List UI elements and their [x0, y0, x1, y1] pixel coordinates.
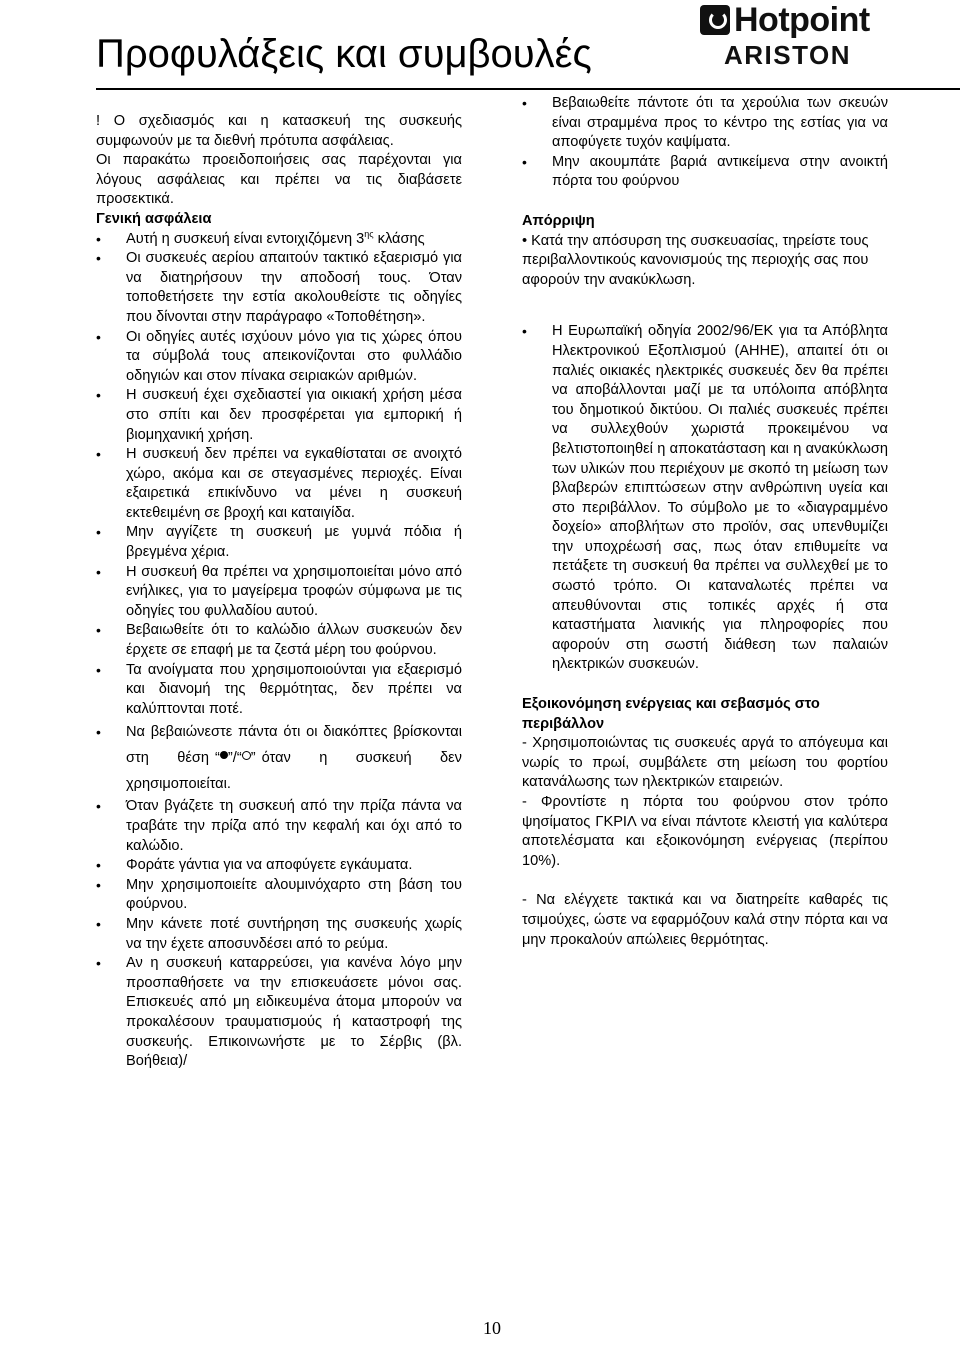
- energy-paragraph: - Φροντίστε η πόρτα του φούρνου στον τρόπο ψησίματος ΓΚΡΙΛ να είναι πάντοτε κλειστή για καλύτερα αποτελέσματα και εξοικονόμηση ενέργειας (περίπου 10%).: [522, 794, 888, 869]
- list-item: • Μην αγγίζετε τη συσκευή με γυμνά πόδια ή βρεγμένα χέρια.: [96, 523, 462, 562]
- list-item: • Η συσκευή δεν πρέπει να εγκαθίσταται σε ανοιχτό χώρο, ακόμα και σε στεγασμένες περιοχές. Είναι εξαιρετικά επικίνδυνο να μένει η συσκευή εκτεθειμένη σε βροχή και καταιγίδα.: [96, 445, 462, 523]
- intro-paragraph: ! Ο σχεδιασμός και η κατασκευή της συσκευής συμφωνούν με τα διεθνή πρότυπα ασφάλειας.: [96, 113, 462, 149]
- list-item-weee: • Η Ευρωπαϊκή οδηγία 2002/96/ΕΚ για τα Απόβλητα Ηλεκτρονικού Εξοπλισμού (ΑΗΗΕ), απαιτεί ότι οι παλιές οικιακές ηλεκτρικές συσκευές δεν θα πρέπει να αποβάλλονται μαζί με τα υπόλοιπα απόβλητα του δημοτικού δικτύου. Οι παλιές συσκευές πρέπει να συλλεχθούν χωριστά προκειμένου να βελτιστοποιηθεί η αποκατάσταση και η ανακύκλωση των υλικών που περιέχουν με σκοπό τη μείωση των βλαβερών επιπτώσεων στην ανθρώπινη υγεία και στο περιβάλλον. Το σύμβολο με το «διαγραμμένο δοχείο» αποβλήτων στο προϊόν, σας υπενθυμίζει την υποχρέωσή σας, πως όταν επιθυμείτε να πετάξετε τη συσκευή θα πρέπει να συλλεχθεί με το σωστό τρόπο. Οι καταναλωτές πρέπει να απευθύνονται στις τοπικές αρχές ή στα καταστήματα λιανικής για πληροφορίες που αφορούν στη σωστή διάθεση των παλαιών ηλεκτρικών συσκευών.: [522, 322, 888, 675]
- list-item: • Όταν βγάζετε τη συσκευή από την πρίζα πάντα να τραβάτε την πρίζα από την κεφαλή και όχι από το καλώδιο.: [96, 797, 462, 856]
- list-item: • Μην ακουμπάτε βαριά αντικείμενα στην ανοικτή πόρτα του φούρνου: [522, 153, 888, 192]
- weee-list: [522, 322, 888, 675]
- safety-list: [96, 230, 462, 1072]
- left-column: [96, 112, 462, 1072]
- section-heading-general-safety: Γενική ασφάλεια: [96, 210, 212, 227]
- page-number: 10: [483, 1318, 501, 1338]
- section-heading-disposal: Απόρριψη: [522, 212, 595, 229]
- list-item: • Τα ανοίγματα που χρησιμοποιούνται για εξαερισμό και διανομή της θερμότητας, δεν πρέπει να καλύπτονται ποτέ.: [96, 661, 462, 720]
- logo-brand-text: Hotpoint: [734, 1, 870, 39]
- safety-list-continued: [522, 94, 888, 192]
- hotpoint-logo-icon: [700, 5, 730, 35]
- section-heading-energy: Εξοικονόμηση ενέργειας και σεβασμός στο περιβάλλον: [522, 696, 820, 732]
- list-item: • Μην χρησιμοποιείτε αλουμινόχαρτο στη βάση του φούρνου.: [96, 876, 462, 915]
- list-item: • Οι συσκευές αερίου απαιτούν τακτικό εξαερισμό για να διατηρήσουν την αποδοσή τους. Όταν τοποθετήσετε την εστία ακολουθείστε τις οδηγίες που δίνονται στην παράγραφο «Τοποθέτηση».: [96, 249, 462, 327]
- knob-position-symbol: “ ”/“ ”: [215, 750, 256, 767]
- list-item: • Μην κάνετε ποτέ συντήρηση της συσκευής χωρίς να την έχετε αποσυνδέσει από το ρεύμα.: [96, 915, 462, 954]
- header-rule: [96, 88, 960, 90]
- list-item: • Αν η συσκευή καταρρεύσει, για κανένα λόγο μην προσπαθήσετε να την επισκευάσετε μόνοι σας. Επισκευές από μη ειδικευμένα άτομα μπορούν να προκαλέσουν τραυματισμούς ή καταστροφή της συσκευής. Επικοινωνήστε με το Σέρβις (βλ. Βοήθεια)/: [96, 954, 462, 1072]
- list-item: • Οι οδηγίες αυτές ισχύουν μόνο για τις χώρες όπου τα σύμβολά τους απεικονίζονται στο φυλλάδιο οδηγιών και στον πίνακα σειριακών αριθμών.: [96, 328, 462, 387]
- list-item: • Βεβαιωθείτε ότι το καλώδιο άλλων συσκευών δεν έρχετε σε επαφή με τα ζεστά μέρη του φούρνου.: [96, 621, 462, 660]
- energy-paragraph: - Να ελέγχετε τακτικά και να διατηρείτε καθαρές τις τσιμούχες, ώστε να εφαρμόζουν καλά στην πόρτα και να μην προκαλούν απώλειες θερμότητας.: [522, 892, 888, 948]
- right-column: [522, 94, 888, 950]
- list-item-knob-position: • Να βεβαιώνεστε πάντα ότι οι διακόπτες βρίσκονται στη θέση “ ”/“ ” όταν η συσκευή δεν χρησιμοποιείται.: [96, 719, 462, 797]
- list-item: • Βεβαιωθείτε πάντοτε ότι τα χερούλια των σκευών είναι στραμμένα προς το κέντρο της εστίας για να αποφύγετε τυχόν καψίματα.: [522, 94, 888, 153]
- brand-logo: [700, 0, 940, 80]
- empty-circle-icon: [242, 751, 251, 760]
- list-item: • Αυτή η συσκευή είναι εντοιχιζόμενη $3^{\eta\varsigma}$ κλάσης: [96, 230, 462, 250]
- list-item: • Η συσκευή έχει σχεδιαστεί για οικιακή χρήση μέσα στο σπίτι και δεν προσφέρεται για εμπορική ή βιομηχανική χρήση.: [96, 386, 462, 445]
- logo-sub-text: ARISTON: [724, 40, 852, 70]
- intro-paragraph: Οι παρακάτω προειδοποιήσεις σας παρέχονται για λόγους ασφάλειας και πρέπει να τις διαβάσετε προσεκτικά.: [96, 152, 462, 208]
- list-item: • Η συσκευή θα πρέπει να χρησιμοποιείται μόνο από ενήλικες, για το μαγείρεμα τροφών σύμφωνα με τις οδηγίες του φυλλαδίου αυτού.: [96, 563, 462, 622]
- page-title: Προφυλάξεις και συμβουλές: [96, 32, 592, 76]
- energy-paragraph: - Χρησιμοποιώντας τις συσκευές αργά το απόγευμα και νωρίς το πρωί, συμβάλετε στη μείωση του φορτίου κατανάλωσης των ηλεκτρικών εταιρειών.: [522, 735, 888, 791]
- filled-dot-icon: [220, 751, 228, 759]
- disposal-paragraph: • Κατά την απόσυρση της συσκευασίας, τηρείστε τους περιβαλλοντικούς κανονισμούς της περιοχής σας που αφορούν την ανακύκλωση.: [522, 232, 869, 288]
- list-item: • Φοράτε γάντια για να αποφύγετε εγκάυματα.: [96, 856, 462, 876]
